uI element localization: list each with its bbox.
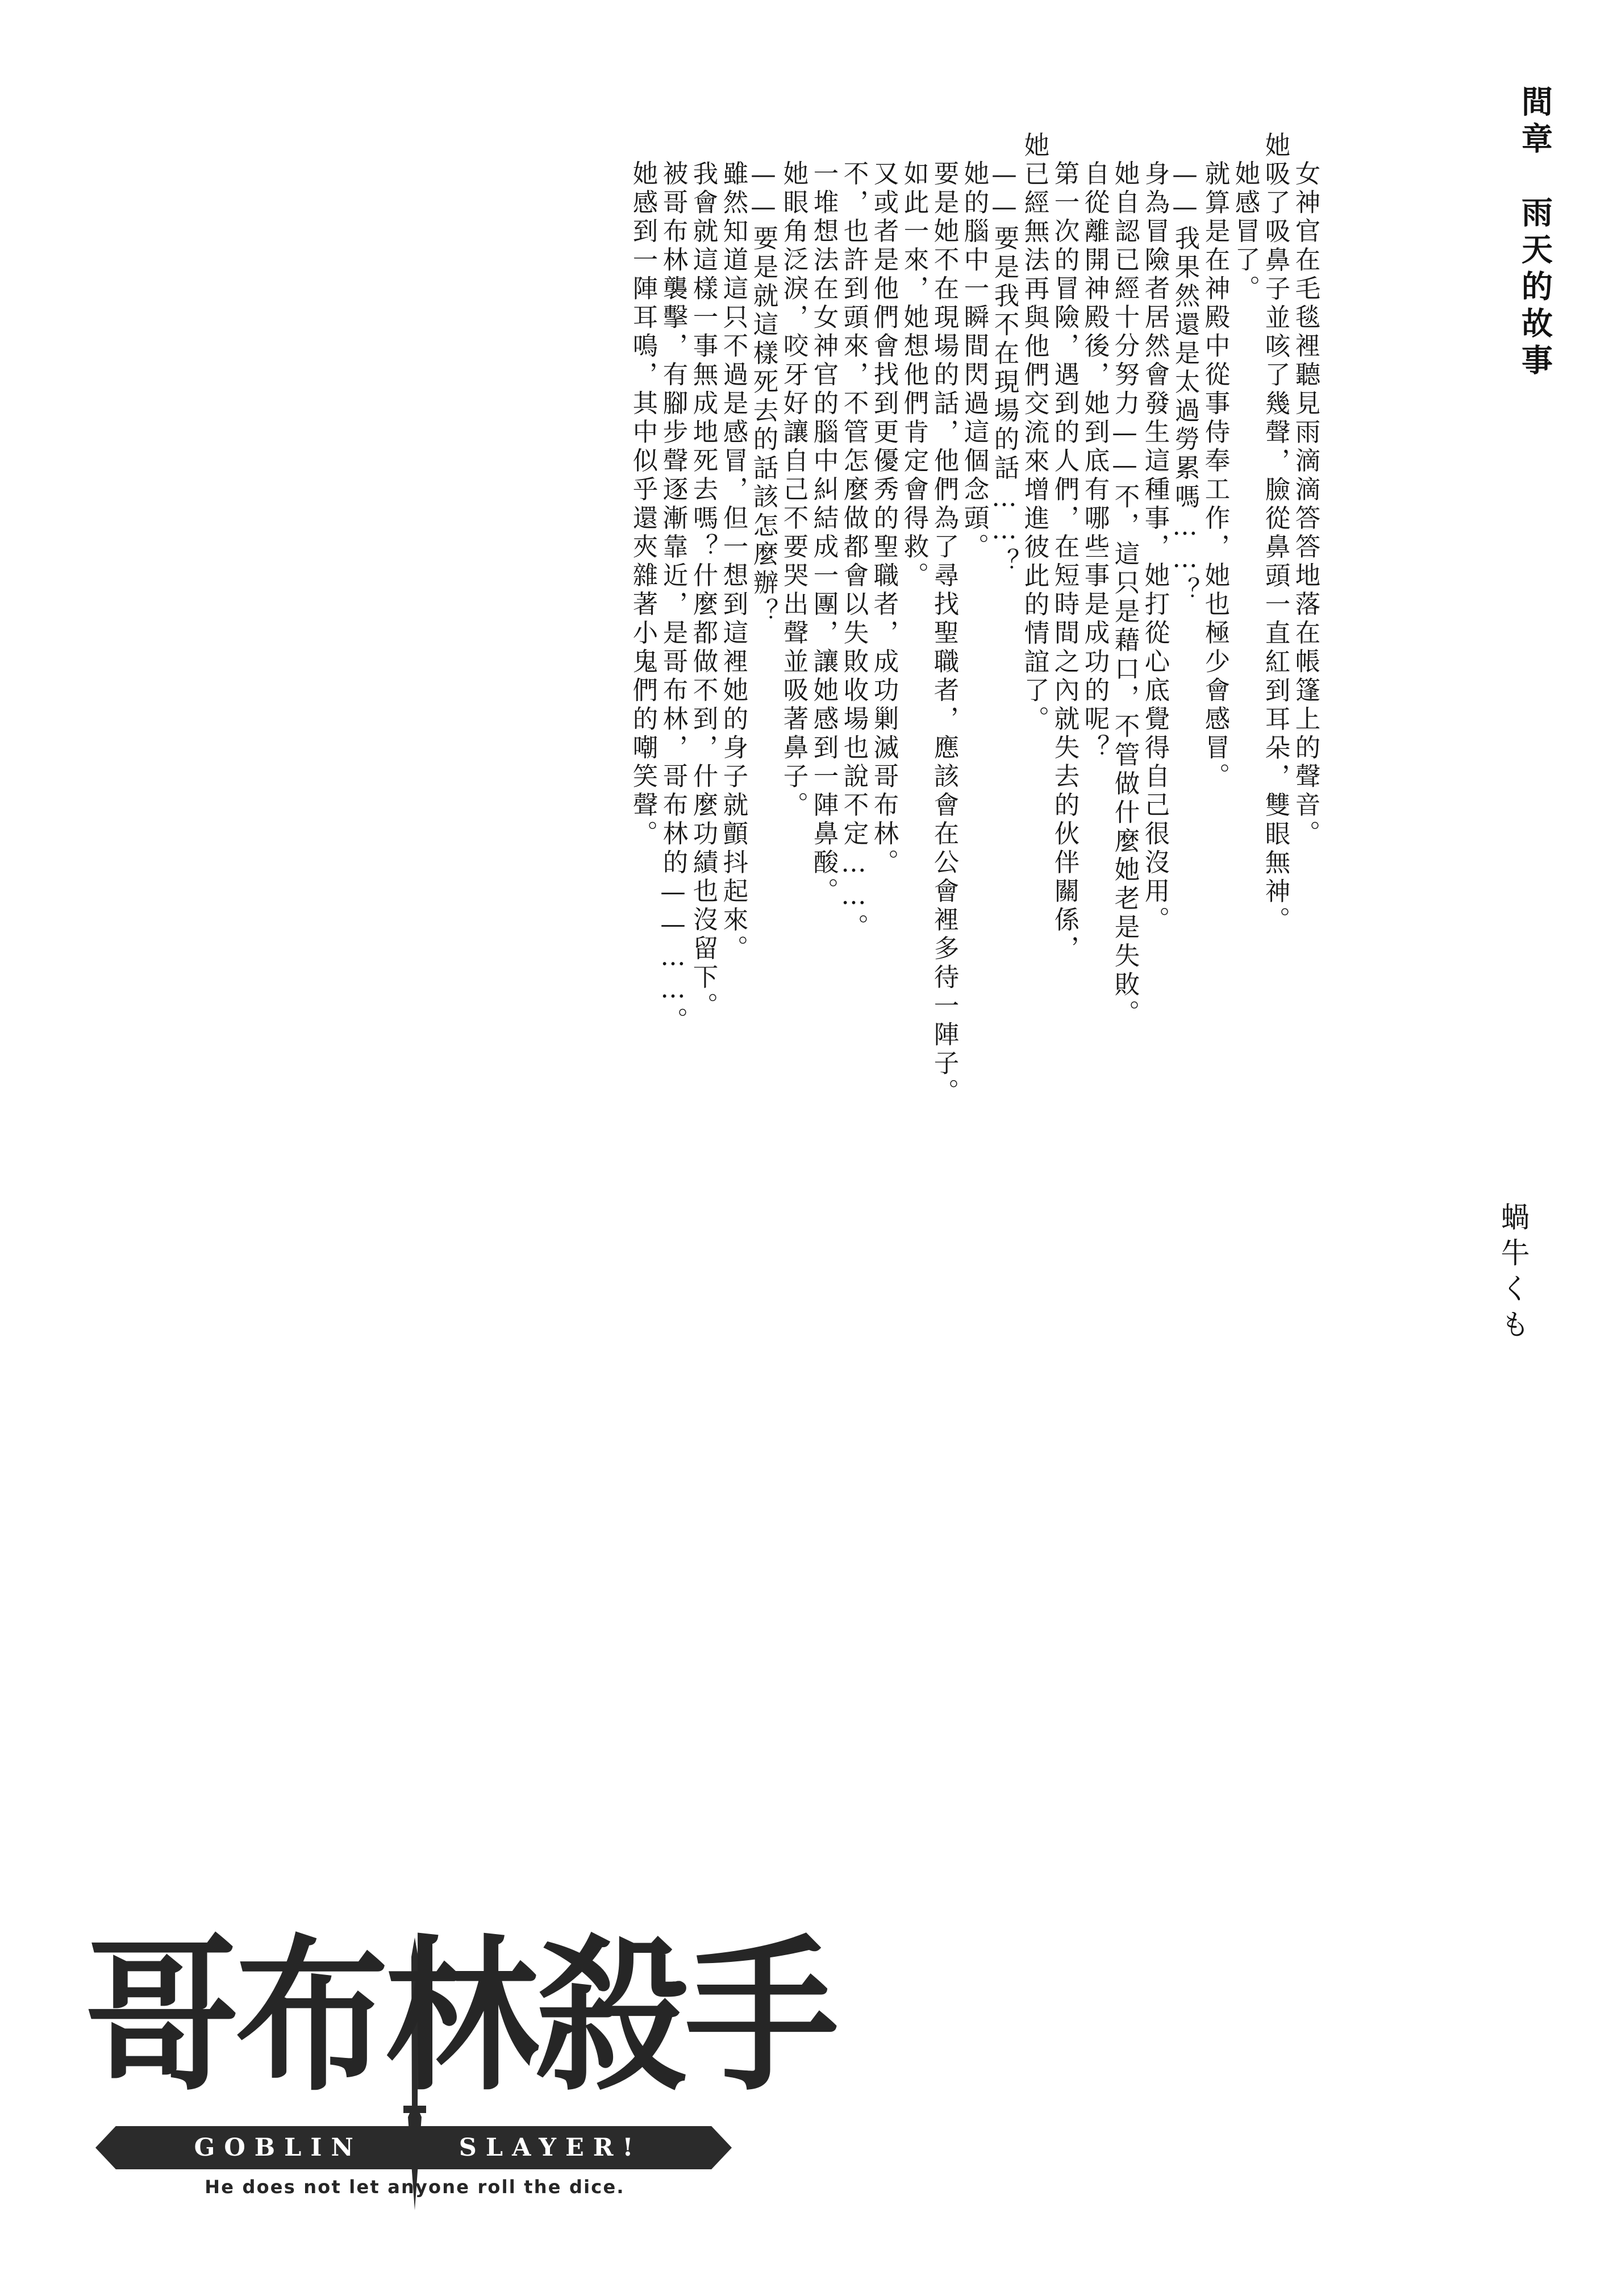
- text-column: 她吸了吸鼻子並咳了幾聲，臉從鼻頭一直紅到耳朵，雙眼無神。: [1261, 132, 1290, 935]
- logo-tagline: He does not let anyone roll the dice.: [205, 2176, 625, 2198]
- logo-latin-right: SLAYER!: [459, 2134, 643, 2162]
- text-column: 她的腦中一瞬間閃過這個念頭。: [960, 160, 989, 562]
- text-column: 她已經無法再與他們交流來增進彼此的情誼了。: [1020, 132, 1049, 735]
- text-column: 女神官在毛毯裡聽見雨滴滴答答地落在帳篷上的聲音。: [1291, 160, 1320, 849]
- text-column: 一堆想法在女神官的腦中糾結成一團，讓她感到一陣鼻酸。: [809, 160, 838, 906]
- text-column: 不，也許到頭來，不管怎麼做都會以失敗收場也說不定……。: [839, 160, 868, 943]
- logo-cjk-title: 哥布林殺手: [85, 1918, 835, 2114]
- text-column: 我會就這樣一事無成地死去嗎？什麼都做不到，什麼功績也沒留下。: [689, 160, 718, 1021]
- logo-banner: [95, 2126, 732, 2169]
- text-column: 自從離開神殿後，她到底有哪些事是成功的呢？: [1080, 160, 1109, 763]
- chapter-title: 間章 雨天的故事: [1516, 85, 1553, 381]
- body-text: [0, 132, 1613, 1370]
- text-column: 雖然知道這只不過是感冒，但一想到這裡她的身子就顫抖起來。: [719, 160, 748, 964]
- text-column: 如此一來，她想他們肯定會得救。: [899, 160, 928, 591]
- text-column: ——我果然還是太過勞累嗎……？: [1170, 160, 1199, 606]
- text-column: 第一次的冒險，遇到的人們，在短時間之內就失去的伙伴關係，: [1050, 160, 1079, 964]
- text-column: ——要是就這樣死去的話該怎麼辦？: [749, 160, 778, 627]
- text-column: 她感冒了。: [1231, 160, 1260, 304]
- text-column: 被哥布林襲擊，有腳步聲逐漸靠近，是哥布林，哥布林的——……。: [658, 160, 687, 1036]
- text-column: 要是她不在現場的話，他們為了尋找聖職者，應該會在公會裡多待一陣子。: [930, 160, 958, 1107]
- text-column: 身為冒險者居然會發生這種事，她打從心底覺得自己很沒用。: [1140, 160, 1169, 935]
- author-byline: 蝸牛くも: [1495, 1202, 1529, 1345]
- text-column: 她自認已經十分努力——不，這只是藉口，不管做什麼她老是失敗。: [1110, 160, 1139, 1028]
- banner-text: [95, 2126, 732, 2169]
- text-column: 她眼角泛淚，咬牙好讓自己不要哭出聲並吸著鼻子。: [779, 160, 808, 820]
- logo-artwork: [80, 1869, 835, 2233]
- text-column: 就算是在神殿中從事侍奉工作，她也極少會感冒。: [1201, 160, 1229, 791]
- goblin-slayer-logo: [80, 1869, 835, 2233]
- text-column: ——要是我不在現場的話……？: [990, 160, 1019, 577]
- logo-latin-left: GOBLIN: [194, 2134, 362, 2162]
- text-column: 又或者是他們會找到更優秀的聖職者，成功剿滅哥布林。: [869, 160, 898, 878]
- text-column: 她感到一陣耳鳴，其中似乎還夾雜著小鬼們的嘲笑聲。: [628, 160, 657, 849]
